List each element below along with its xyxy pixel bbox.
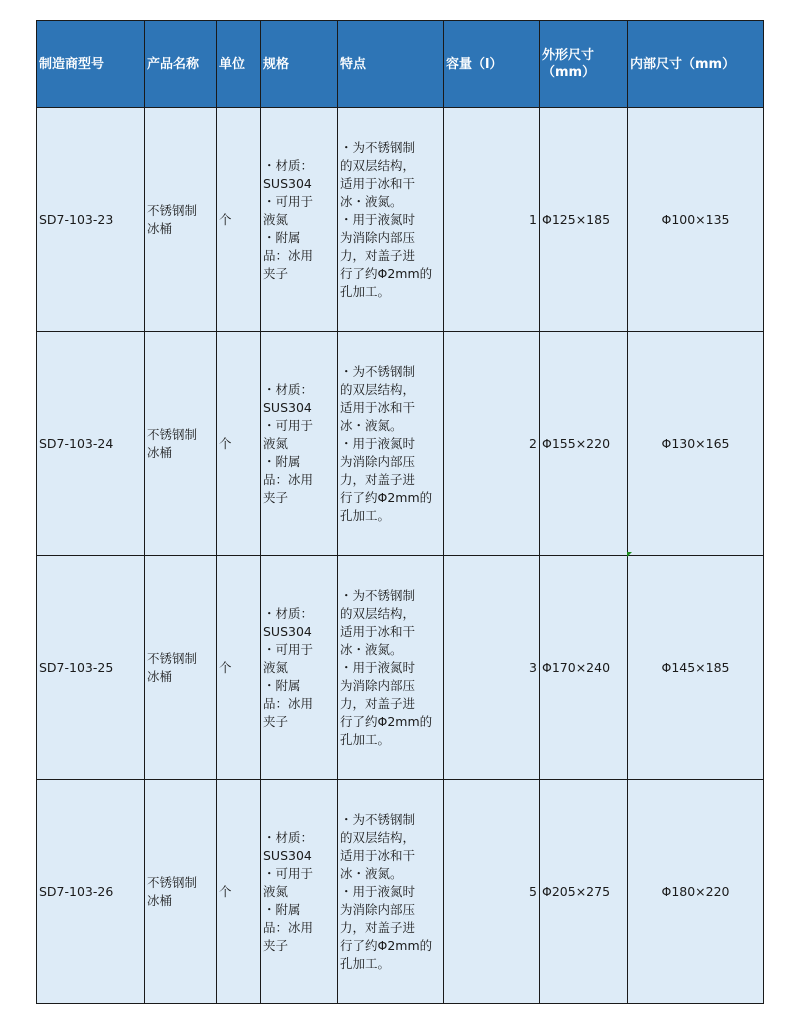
- cell-name: 不锈钢制 冰桶: [145, 556, 217, 780]
- cell-features: ・为不锈钢制 的双层结构， 适用于冰和干 冰・液氮。 ・用于液氮时 为消除内部压 力，对盖子进 行了约Φ2mm的 孔加工。: [338, 556, 444, 780]
- cell-outer-size: Φ125×185: [540, 108, 628, 332]
- cell-spec: ・材质： SUS304 ・可用于 液氮 ・附属 品：冰用 夹子: [261, 332, 338, 556]
- cell-features: ・为不锈钢制 的双层结构， 适用于冰和干 冰・液氮。 ・用于液氮时 为消除内部压 力，对盖子进 行了约Φ2mm的 孔加工。: [338, 780, 444, 1004]
- cell-model: SD7-103-25: [37, 556, 145, 780]
- cell-outer-size: Φ155×220: [540, 332, 628, 556]
- cell-model: SD7-103-24: [37, 332, 145, 556]
- cell-outer-size: Φ170×240: [540, 556, 628, 780]
- header-row: [37, 21, 764, 108]
- cell-unit: 个: [217, 780, 261, 1004]
- table-row: [37, 780, 764, 1004]
- table-row: [37, 556, 764, 780]
- header-name: 产品名称: [145, 21, 217, 108]
- cell-unit: 个: [217, 332, 261, 556]
- cell-features: ・为不锈钢制 的双层结构， 适用于冰和干 冰・液氮。 ・用于液氮时 为消除内部压 力，对盖子进 行了约Φ2mm的 孔加工。: [338, 332, 444, 556]
- cell-spec: ・材质： SUS304 ・可用于 液氮 ・附属 品：冰用 夹子: [261, 780, 338, 1004]
- cell-capacity: 1: [444, 108, 540, 332]
- cell-spec: ・材质： SUS304 ・可用于 液氮 ・附属 品：冰用 夹子: [261, 108, 338, 332]
- product-table: [36, 20, 764, 1004]
- cell-model: SD7-103-23: [37, 108, 145, 332]
- cell-capacity: 3: [444, 556, 540, 780]
- cell-inner-size: Φ130×165: [628, 332, 764, 556]
- cell-features: ・为不锈钢制 的双层结构， 适用于冰和干 冰・液氮。 ・用于液氮时 为消除内部压 力，对盖子进 行了约Φ2mm的 孔加工。: [338, 108, 444, 332]
- cell-unit: 个: [217, 556, 261, 780]
- cell-inner-size: Φ100×135: [628, 108, 764, 332]
- cell-inner-size: Φ145×185: [628, 556, 764, 780]
- cell-comment-marker: [627, 552, 632, 557]
- header-model: 制造商型号: [37, 21, 145, 108]
- cell-model: SD7-103-26: [37, 780, 145, 1004]
- table-row: [37, 108, 764, 332]
- cell-name: 不锈钢制 冰桶: [145, 108, 217, 332]
- table-row: [37, 332, 764, 556]
- header-unit: 单位: [217, 21, 261, 108]
- cell-inner-size: Φ180×220: [628, 780, 764, 1004]
- cell-unit: 个: [217, 108, 261, 332]
- header-outer-size: 外形尺寸（mm）: [540, 21, 628, 108]
- cell-name: 不锈钢制 冰桶: [145, 780, 217, 1004]
- cell-name: 不锈钢制 冰桶: [145, 332, 217, 556]
- header-features: 特点: [338, 21, 444, 108]
- cell-capacity: 2: [444, 332, 540, 556]
- cell-capacity: 5: [444, 780, 540, 1004]
- header-inner-size: 内部尺寸（mm）: [628, 21, 764, 108]
- header-spec: 规格: [261, 21, 338, 108]
- cell-outer-size: Φ205×275: [540, 780, 628, 1004]
- header-capacity: 容量（l）: [444, 21, 540, 108]
- cell-spec: ・材质： SUS304 ・可用于 液氮 ・附属 品：冰用 夹子: [261, 556, 338, 780]
